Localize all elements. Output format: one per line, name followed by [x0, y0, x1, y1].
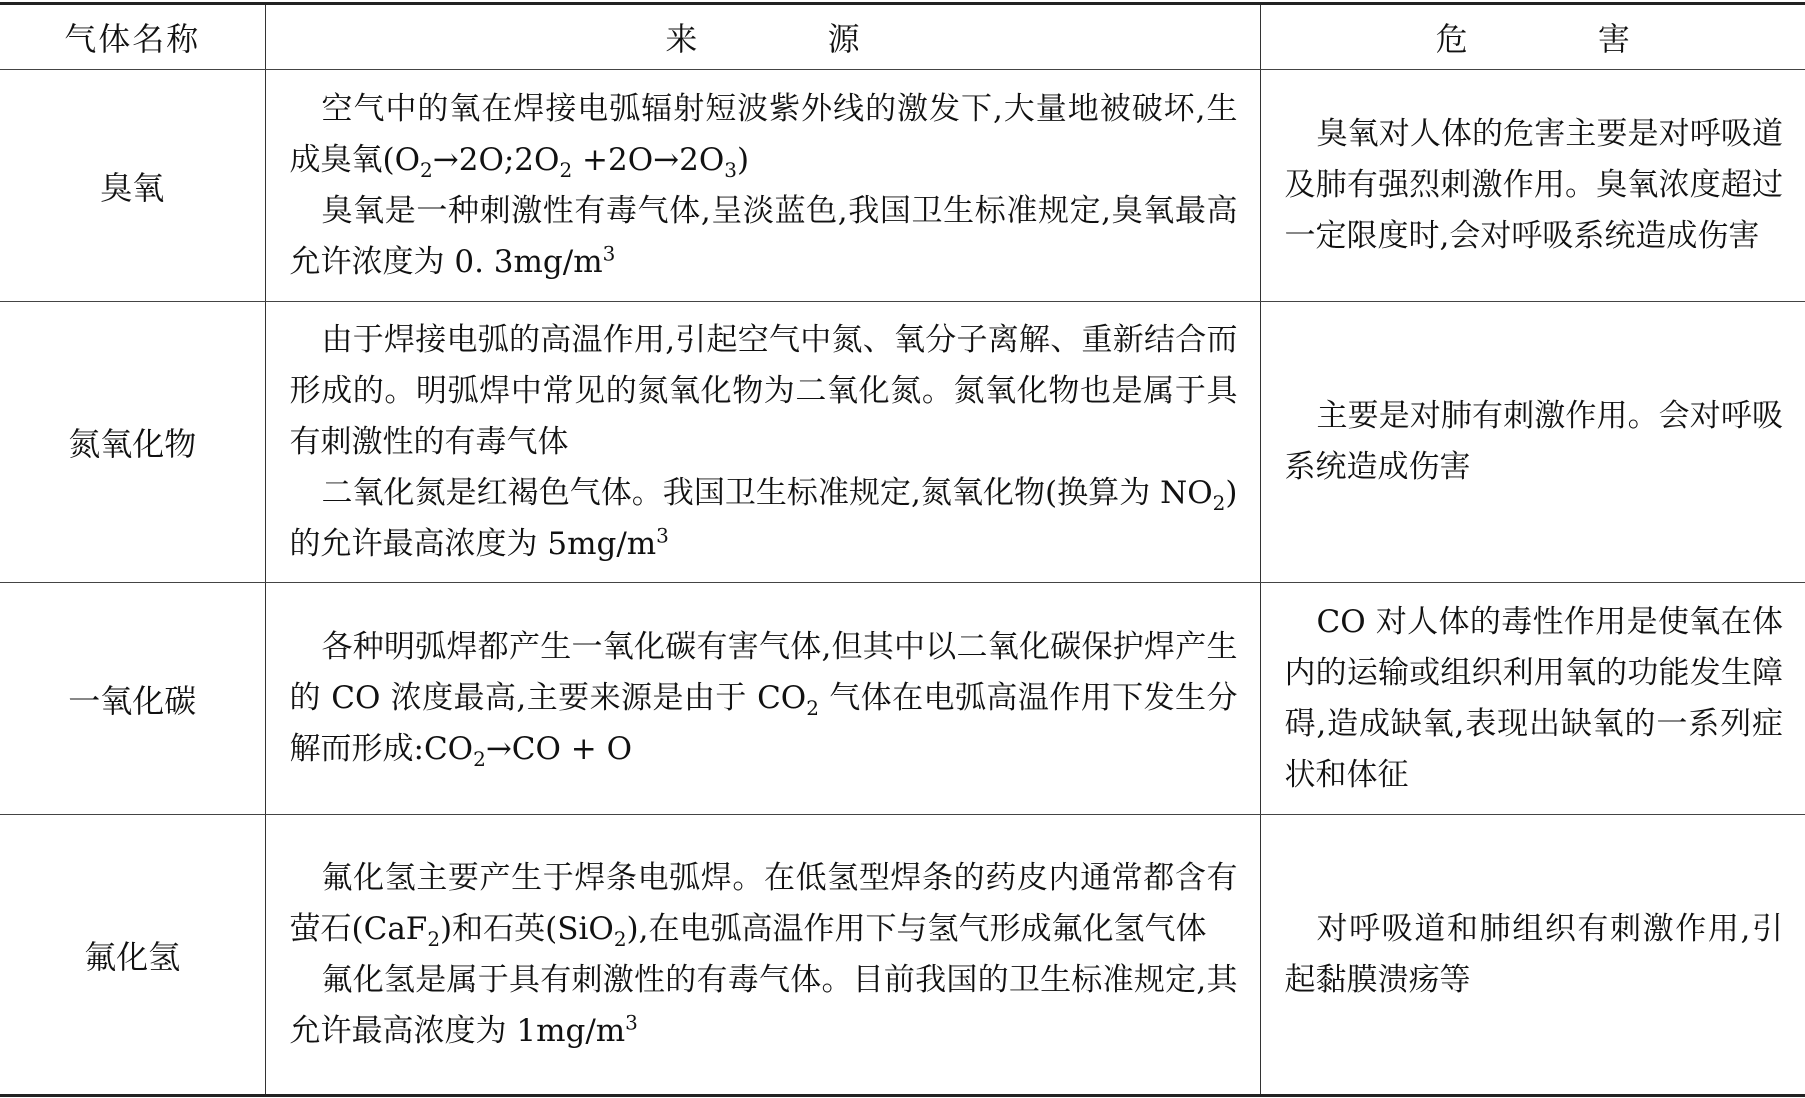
text-run: 各种明弧焊都产生一氧化碳有害气体,但其中以二氧化碳保护焊产生的 CO 浓度最高,主要来源是由于 CO	[289, 629, 1238, 716]
table-row	[0, 70, 1805, 302]
subscript: 2	[559, 157, 573, 182]
header-gas-name: 气体名称	[0, 4, 265, 70]
subscript: 2	[473, 747, 486, 772]
subscript: 2	[427, 926, 441, 951]
source-paragraph	[290, 468, 1238, 570]
gas-name-cell: 氟化氢	[0, 815, 265, 1096]
text-run: →CO + O	[485, 731, 633, 767]
text-run: 气体在电弧高温作用下发生分解而形成:CO	[289, 680, 1238, 767]
table-header	[0, 4, 1805, 70]
text-run: )的允许最高浓度为 5mg/m	[289, 474, 1238, 562]
subscript: 2	[1212, 490, 1226, 515]
table-row	[0, 583, 1805, 815]
table-row	[0, 302, 1805, 583]
text-run: )和石英(SiO	[440, 910, 614, 947]
source-paragraph: 由于焊接电弧的高温作用,引起空气中氮、氧分子离解、重新结合而形成的。明弧焊中常见的氮氧化物为二氧化氮。氮氧化物也是属于具有刺激性的有毒气体	[289, 321, 1238, 460]
table-row	[0, 815, 1805, 1096]
source-paragraph	[290, 853, 1238, 955]
hazard-paragraph: CO 对人体的毒性作用是使氧在体内的运输或组织利用氧的功能发生障碍,造成缺氧,表现出缺氧的一系列症状和体征	[1284, 603, 1783, 793]
superscript: 3	[625, 1010, 638, 1035]
text-run: ),在电弧高温作用下与氢气形成氟化氢气体	[626, 910, 1207, 947]
gas-hazard-table	[0, 2, 1805, 1097]
text-run: )	[737, 141, 750, 178]
source-cell	[265, 583, 1260, 815]
source-paragraph	[290, 622, 1238, 775]
text-run: 臭氧是一种刺激性有毒气体,呈淡蓝色,我国卫生标准规定,臭氧最高允许浓度为 0. 3mg/m	[289, 192, 1238, 280]
header-source: 来 源	[265, 4, 1260, 70]
gas-name-cell: 一氧化碳	[0, 583, 265, 815]
hazard-paragraph: 主要是对肺有刺激作用。会对呼吸系统造成伤害	[1284, 398, 1783, 485]
gas-name-cell: 臭氧	[0, 70, 265, 302]
subscript: 2	[613, 926, 627, 951]
source-cell	[265, 302, 1260, 583]
source-cell	[265, 815, 1260, 1096]
table-body	[0, 70, 1805, 1096]
hazard-paragraph: 臭氧对人体的危害主要是对呼吸道及肺有强烈刺激作用。臭氧浓度超过一定限度时,会对呼吸系统造成伤害	[1284, 116, 1783, 254]
subscript: 2	[420, 157, 433, 182]
hazard-cell	[1260, 302, 1805, 583]
source-cell	[265, 70, 1260, 302]
text-run: +2O→2O	[572, 141, 725, 178]
subscript: 3	[724, 157, 738, 182]
source-paragraph	[290, 84, 1238, 186]
hazard-cell	[1260, 583, 1805, 815]
text-run: 空气中的氧在焊接电弧辐射短波紫外线的激发下,大量地被破坏,生成臭氧(O	[289, 90, 1238, 178]
hazard-cell	[1260, 815, 1805, 1096]
source-paragraph	[290, 955, 1238, 1057]
text-run: 二氧化氮是红褐色气体。我国卫生标准规定,氮氧化物(换算为 NO	[321, 474, 1213, 511]
text-run: 氟化氢主要产生于焊条电弧焊。在低氢型焊条的药皮内通常都含有萤石(CaF	[289, 859, 1238, 947]
subscript: 2	[806, 696, 819, 721]
header-row	[0, 4, 1805, 70]
hazard-paragraph: 对呼吸道和肺组织有刺激作用,引起黏膜溃疡等	[1284, 910, 1783, 998]
source-paragraph	[290, 186, 1238, 288]
superscript: 3	[656, 523, 669, 548]
superscript: 3	[602, 241, 616, 266]
text-run: 氟化氢是属于具有刺激性的有毒气体。目前我国的卫生标准规定,其允许最高浓度为 1mg/m	[289, 961, 1238, 1049]
gas-name-cell: 氮氧化物	[0, 302, 265, 583]
hazard-cell	[1260, 70, 1805, 302]
header-hazard: 危 害	[1260, 4, 1805, 70]
text-run: →2O;2O	[432, 141, 560, 178]
